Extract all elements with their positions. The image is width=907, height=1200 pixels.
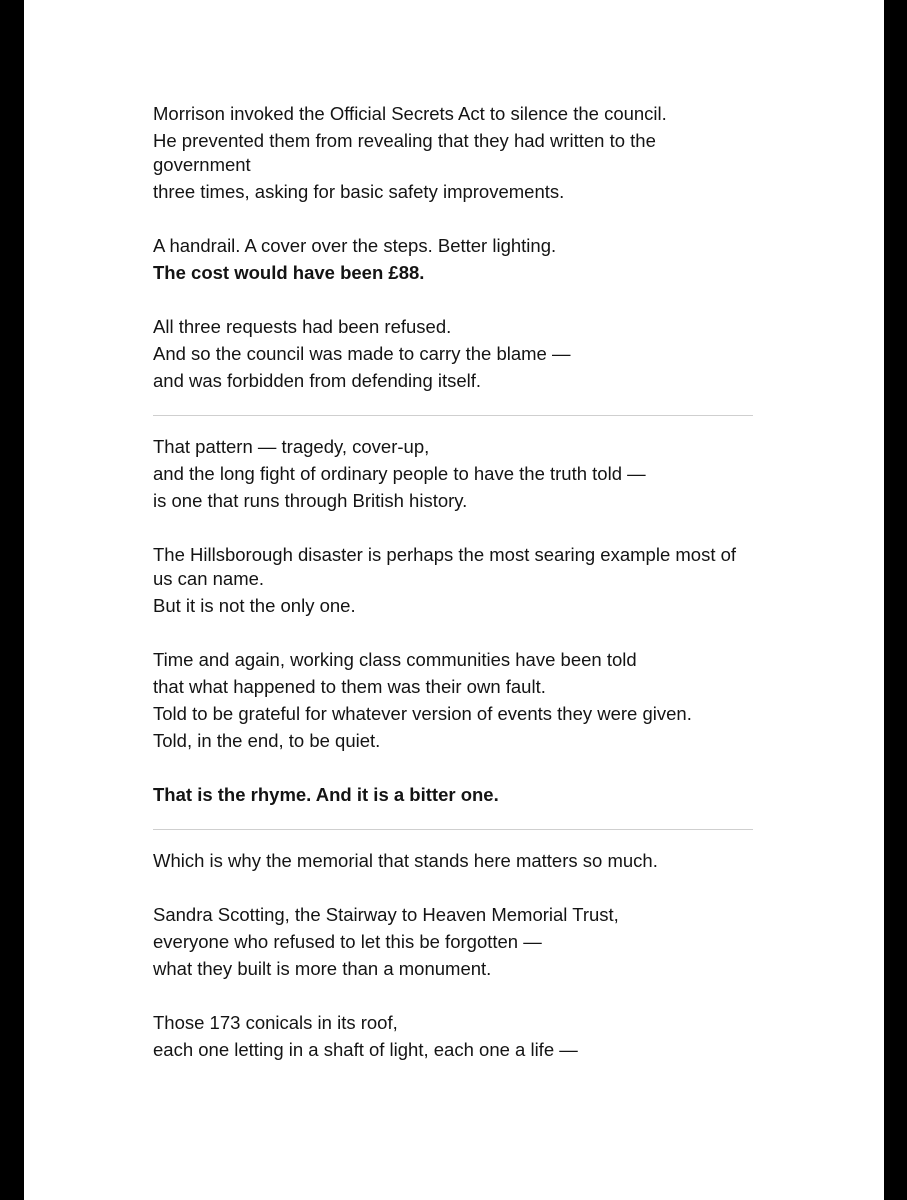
text-line: Morrison invoked the Official Secrets Act to silence the council. — [153, 103, 667, 124]
text-line: Time and again, working class communities have been told — [153, 649, 637, 670]
text-line: And so the council was made to carry the blame — — [153, 343, 571, 364]
text-line: That pattern — tragedy, cover-up, — [153, 436, 430, 457]
paragraph-conicals — [153, 1011, 758, 1062]
text-line: He prevented them from revealing that they had written to the government — [153, 130, 656, 175]
text-line: A handrail. A cover over the steps. Better lighting. — [153, 235, 557, 256]
paragraph-safety-requests — [153, 234, 758, 285]
paragraph-rhyme — [153, 783, 758, 807]
text-line: Told to be grateful for whatever version of events they were given. — [153, 703, 692, 724]
text-line: everyone who refused to let this be forgotten — — [153, 931, 542, 952]
bold-statement: The cost would have been £88. — [153, 262, 425, 283]
text-line: Those 173 conicals in its roof, — [153, 1012, 398, 1033]
paragraph-requests-refused — [153, 315, 758, 393]
text-line: and the long fight of ordinary people to have the truth told — — [153, 463, 646, 484]
text-line: Which is why the memorial that stands here matters so much. — [153, 850, 658, 871]
text-line: each one letting in a shaft of light, each one a life — — [153, 1039, 578, 1060]
paragraph-official-secrets — [153, 102, 758, 204]
text-line: Sandra Scotting, the Stairway to Heaven Memorial Trust, — [153, 904, 619, 925]
text-line: is one that runs through British history. — [153, 490, 468, 511]
paragraph-pattern — [153, 435, 758, 513]
paragraph-memorial-trust — [153, 903, 758, 981]
paragraph-working-class — [153, 648, 758, 753]
document-page — [24, 0, 884, 1200]
text-line: and was forbidden from defending itself. — [153, 370, 482, 391]
bold-statement: That is the rhyme. And it is a bitter one. — [153, 784, 499, 805]
paragraph-memorial — [153, 849, 758, 873]
text-line: Told, in the end, to be quiet. — [153, 730, 381, 751]
paragraph-hillsborough — [153, 543, 758, 618]
document-body — [153, 102, 758, 1065]
text-line: The Hillsborough disaster is perhaps the most searing example most of us can name. — [153, 544, 737, 589]
text-line: But it is not the only one. — [153, 595, 356, 616]
text-line: what they built is more than a monument. — [153, 958, 492, 979]
text-line: three times, asking for basic safety improvements. — [153, 181, 565, 202]
text-line: that what happened to them was their own fault. — [153, 676, 546, 697]
text-line: All three requests had been refused. — [153, 316, 452, 337]
